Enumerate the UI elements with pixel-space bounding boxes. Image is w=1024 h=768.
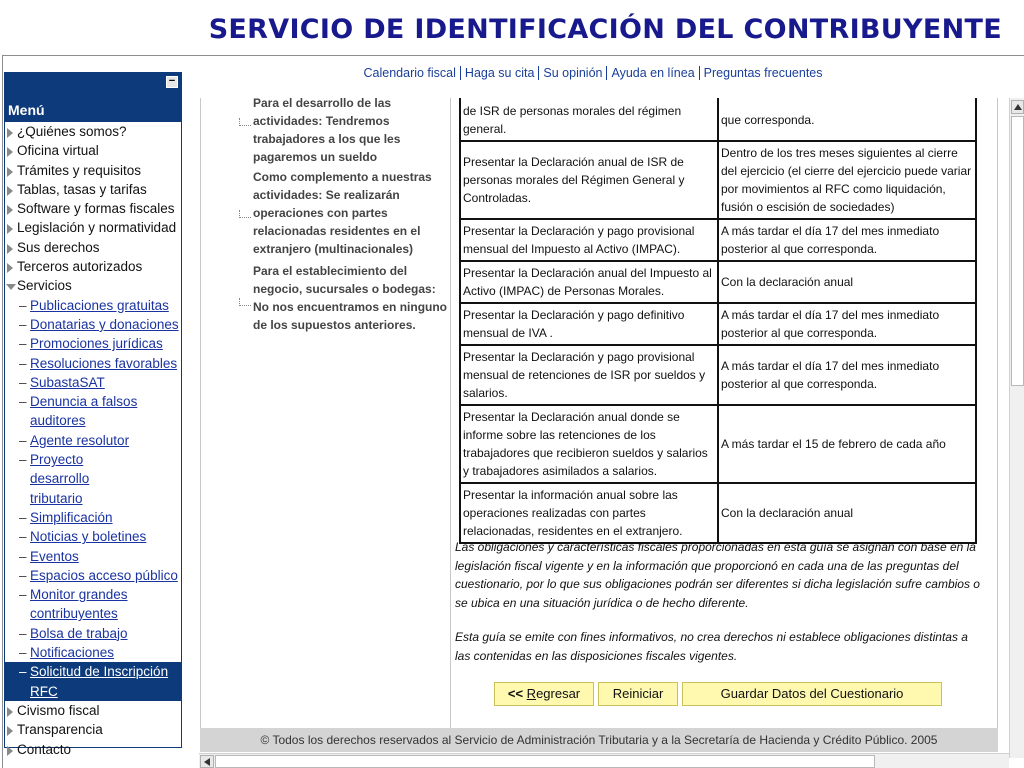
disclaimer-note-2: Esta guía se emite con fines informativos, no crea derechos ni establece obligaciones distintas a las contenidas en las disposiciones fiscales vigentes. [455, 630, 968, 663]
menu-heading: Menú [5, 98, 181, 122]
submenu-simplificacion[interactable]: – Simplificación [19, 509, 113, 525]
deadline-cell: A más tardar el día 17 del mes inmediato posterior al que corresponda. [718, 345, 976, 405]
question-answer-3: Para el establecimiento del negocio, sucursales o bodegas: No nos encuentramos en ninguno de los supuestos anteriores. [253, 264, 448, 332]
expand-arrow-icon [7, 746, 13, 756]
question-answer-1: Para el desarrollo de las actividades: Tendremos trabajadores a los que les pagaremos un sueldo [253, 98, 401, 164]
deadline-cell: A más tardar el día 17 del mes inmediato posterior al que corresponda. [718, 219, 976, 261]
obligation-cell: Presentar la Declaración anual de ISR de personas morales del Régimen General y Controladas. [460, 141, 718, 219]
menu-item-civismo[interactable]: Civismo fiscal [5, 701, 181, 720]
submenu-monitor[interactable]: – Monitor grandes contribuyentes [19, 587, 128, 622]
menu-item-software[interactable]: Software y formas fiscales [5, 199, 181, 218]
submenu-eventos[interactable]: – Eventos [19, 548, 79, 564]
vertical-scroll-thumb[interactable] [1011, 116, 1024, 386]
tree-connector-icon [239, 298, 251, 306]
collapse-arrow-icon [6, 284, 16, 290]
tree-connector-icon [239, 210, 251, 218]
submenu-espacios[interactable]: – Espacios acceso público [19, 567, 178, 583]
expand-arrow-icon [7, 147, 13, 157]
deadline-cell: Dentro de los tres meses siguientes al cierre del ejercicio (el cierre del ejercicio puede variar por movimientos al RFC como liquidación, fusión o escisión de sociedades) [718, 141, 976, 219]
nav-link-preguntas[interactable]: Preguntas frecuentes [703, 66, 823, 80]
scroll-up-arrow-icon[interactable] [1011, 100, 1024, 114]
deadline-cell: A más tardar el día 17 del mes inmediato posterior al que corresponda. [718, 303, 976, 345]
menu-item-terceros[interactable]: Terceros autorizados [5, 257, 181, 276]
obligation-cell: Presentar la Declaración y pago provisional mensual de retenciones de ISR por sueldos y salarios. [460, 345, 718, 405]
regresar-button[interactable]: << Regresar [494, 682, 594, 706]
obligation-cell: Presentar la Declaración anual donde se informe sobre las retenciones de los trabajadores que recibieron sueldos y salarios y trabajadores asimilados a salarios. [460, 405, 718, 483]
submenu-proyecto[interactable]: – Proyecto desarrollo tributario [19, 452, 90, 506]
submenu-promociones[interactable]: – Promociones jurídicas [19, 336, 163, 352]
collapse-menu-button[interactable]: − [166, 76, 178, 88]
top-navigation [183, 66, 1003, 80]
vertical-scrollbar[interactable] [1009, 98, 1024, 758]
obligation-cell: Presentar la información anual sobre las operaciones realizadas con partes relacionadas, residentes en el extranjero. [460, 483, 718, 543]
table-row [460, 405, 976, 483]
expand-arrow-icon [7, 205, 13, 215]
copyright-footer: © Todos los derechos reservados al Servicio de Administración Tributaria y a la Secretaría de Hacienda y Crédito Público. 2005 [200, 728, 998, 752]
submenu-donatarias[interactable]: – Donatarias y donaciones [19, 316, 179, 332]
guardar-cuestionario-button[interactable]: Guardar Datos del Cuestionario [682, 682, 942, 706]
table-row [460, 141, 976, 219]
obligation-cell: de ISR de personas morales del régimen general. [460, 98, 718, 141]
sidebar-menu [4, 98, 182, 757]
submenu-notificaciones[interactable]: – Notificaciones [19, 645, 115, 661]
content-panel [200, 98, 998, 728]
table-row [460, 345, 976, 405]
submenu-noticias[interactable]: – Noticias y boletines [19, 529, 147, 545]
nav-link-ayuda[interactable]: Ayuda en línea [607, 66, 699, 80]
obligation-cell: Presentar la Declaración y pago definitivo mensual de IVA . [460, 303, 718, 345]
deadline-cell: Con la declaración anual [718, 483, 976, 543]
deadline-cell: A más tardar el 15 de febrero de cada año [718, 405, 976, 483]
expand-arrow-icon [7, 167, 13, 177]
submenu-bolsa[interactable]: – Bolsa de trabajo [19, 625, 128, 641]
expand-arrow-icon [7, 707, 13, 717]
table-row [460, 98, 976, 141]
expand-arrow-icon [7, 263, 13, 273]
table-row [460, 303, 976, 345]
menu-item-tablas[interactable]: Tablas, tasas y tarifas [5, 180, 181, 199]
horizontal-scrollbar[interactable] [199, 753, 1009, 768]
browser-viewport [2, 55, 1024, 768]
menu-item-servicios[interactable]: Servicios [5, 276, 181, 295]
expand-arrow-icon [7, 224, 13, 234]
table-row [460, 261, 976, 303]
expand-arrow-icon [7, 186, 13, 196]
menu-item-quienes-somos[interactable]: ¿Quiénes somos? [5, 122, 181, 141]
expand-arrow-icon [7, 128, 13, 138]
menu-item-legislacion[interactable]: Legislación y normatividad [5, 218, 181, 237]
menu-item-tramites[interactable]: Trámites y requisitos [5, 161, 181, 180]
sidebar-header-bar [4, 72, 182, 98]
expand-arrow-icon [7, 244, 13, 254]
tree-connector-icon [239, 118, 251, 126]
disclaimer-note-1: Las obligaciones y características fiscales proporcionadas en esta guía se asignan con base en la legislación fiscal vigente y en la información que proporcionó en cada una de las preguntas del cuestionario, por lo que sus obligaciones podrán ser diferentes si dicha legislación sufre cambios o se ubica en una situación jurídica o de hecho diferente. [455, 540, 980, 610]
submenu-solicitud-rfc[interactable]: – Solicitud de Inscripción RFC [5, 662, 181, 701]
menu-item-contacto[interactable]: Contacto [5, 740, 181, 759]
slide-title: SERVICIO DE IDENTIFICACIÓN DEL CONTRIBUYENTE [208, 14, 1002, 45]
obligations-table [459, 98, 977, 544]
question-answer-2: Como complemento a nuestras actividades: Se realizarán operaciones con partes relacionadas residentes en el extranjero (multinacionales) [253, 170, 432, 256]
deadline-cell: que corresponda. [718, 98, 976, 141]
menu-item-transparencia[interactable]: Transparencia [5, 720, 181, 739]
menu-item-oficina-virtual[interactable]: Oficina virtual [5, 141, 181, 160]
submenu-denuncia[interactable]: – Denuncia a falsos auditores [19, 394, 138, 429]
obligation-cell: Presentar la Declaración anual del Impuesto al Activo (IMPAC) de Personas Morales. [460, 261, 718, 303]
scroll-left-arrow-icon[interactable] [200, 755, 214, 768]
expand-arrow-icon [7, 726, 13, 736]
submenu-publicaciones[interactable]: – Publicaciones gratuitas [19, 297, 169, 313]
table-row [460, 219, 976, 261]
deadline-cell: Con la declaración anual [718, 261, 976, 303]
horizontal-scroll-thumb[interactable] [215, 755, 875, 768]
nav-link-cita[interactable]: Haga su cita [461, 66, 539, 80]
submenu-agente[interactable]: – Agente resolutor [19, 432, 130, 448]
table-row [460, 483, 976, 543]
obligation-cell: Presentar la Declaración y pago provisional mensual del Impuesto al Activo (IMPAC). [460, 219, 718, 261]
nav-link-opinion[interactable]: Su opinión [539, 66, 607, 80]
submenu-subastasat[interactable]: – SubastaSAT [19, 374, 105, 390]
menu-item-derechos[interactable]: Sus derechos [5, 238, 181, 257]
submenu-resoluciones[interactable]: – Resoluciones favorables [19, 355, 178, 371]
nav-link-calendario[interactable]: Calendario fiscal [360, 66, 461, 80]
reiniciar-button[interactable]: Reiniciar [598, 682, 678, 706]
questionnaire-column [201, 98, 451, 728]
